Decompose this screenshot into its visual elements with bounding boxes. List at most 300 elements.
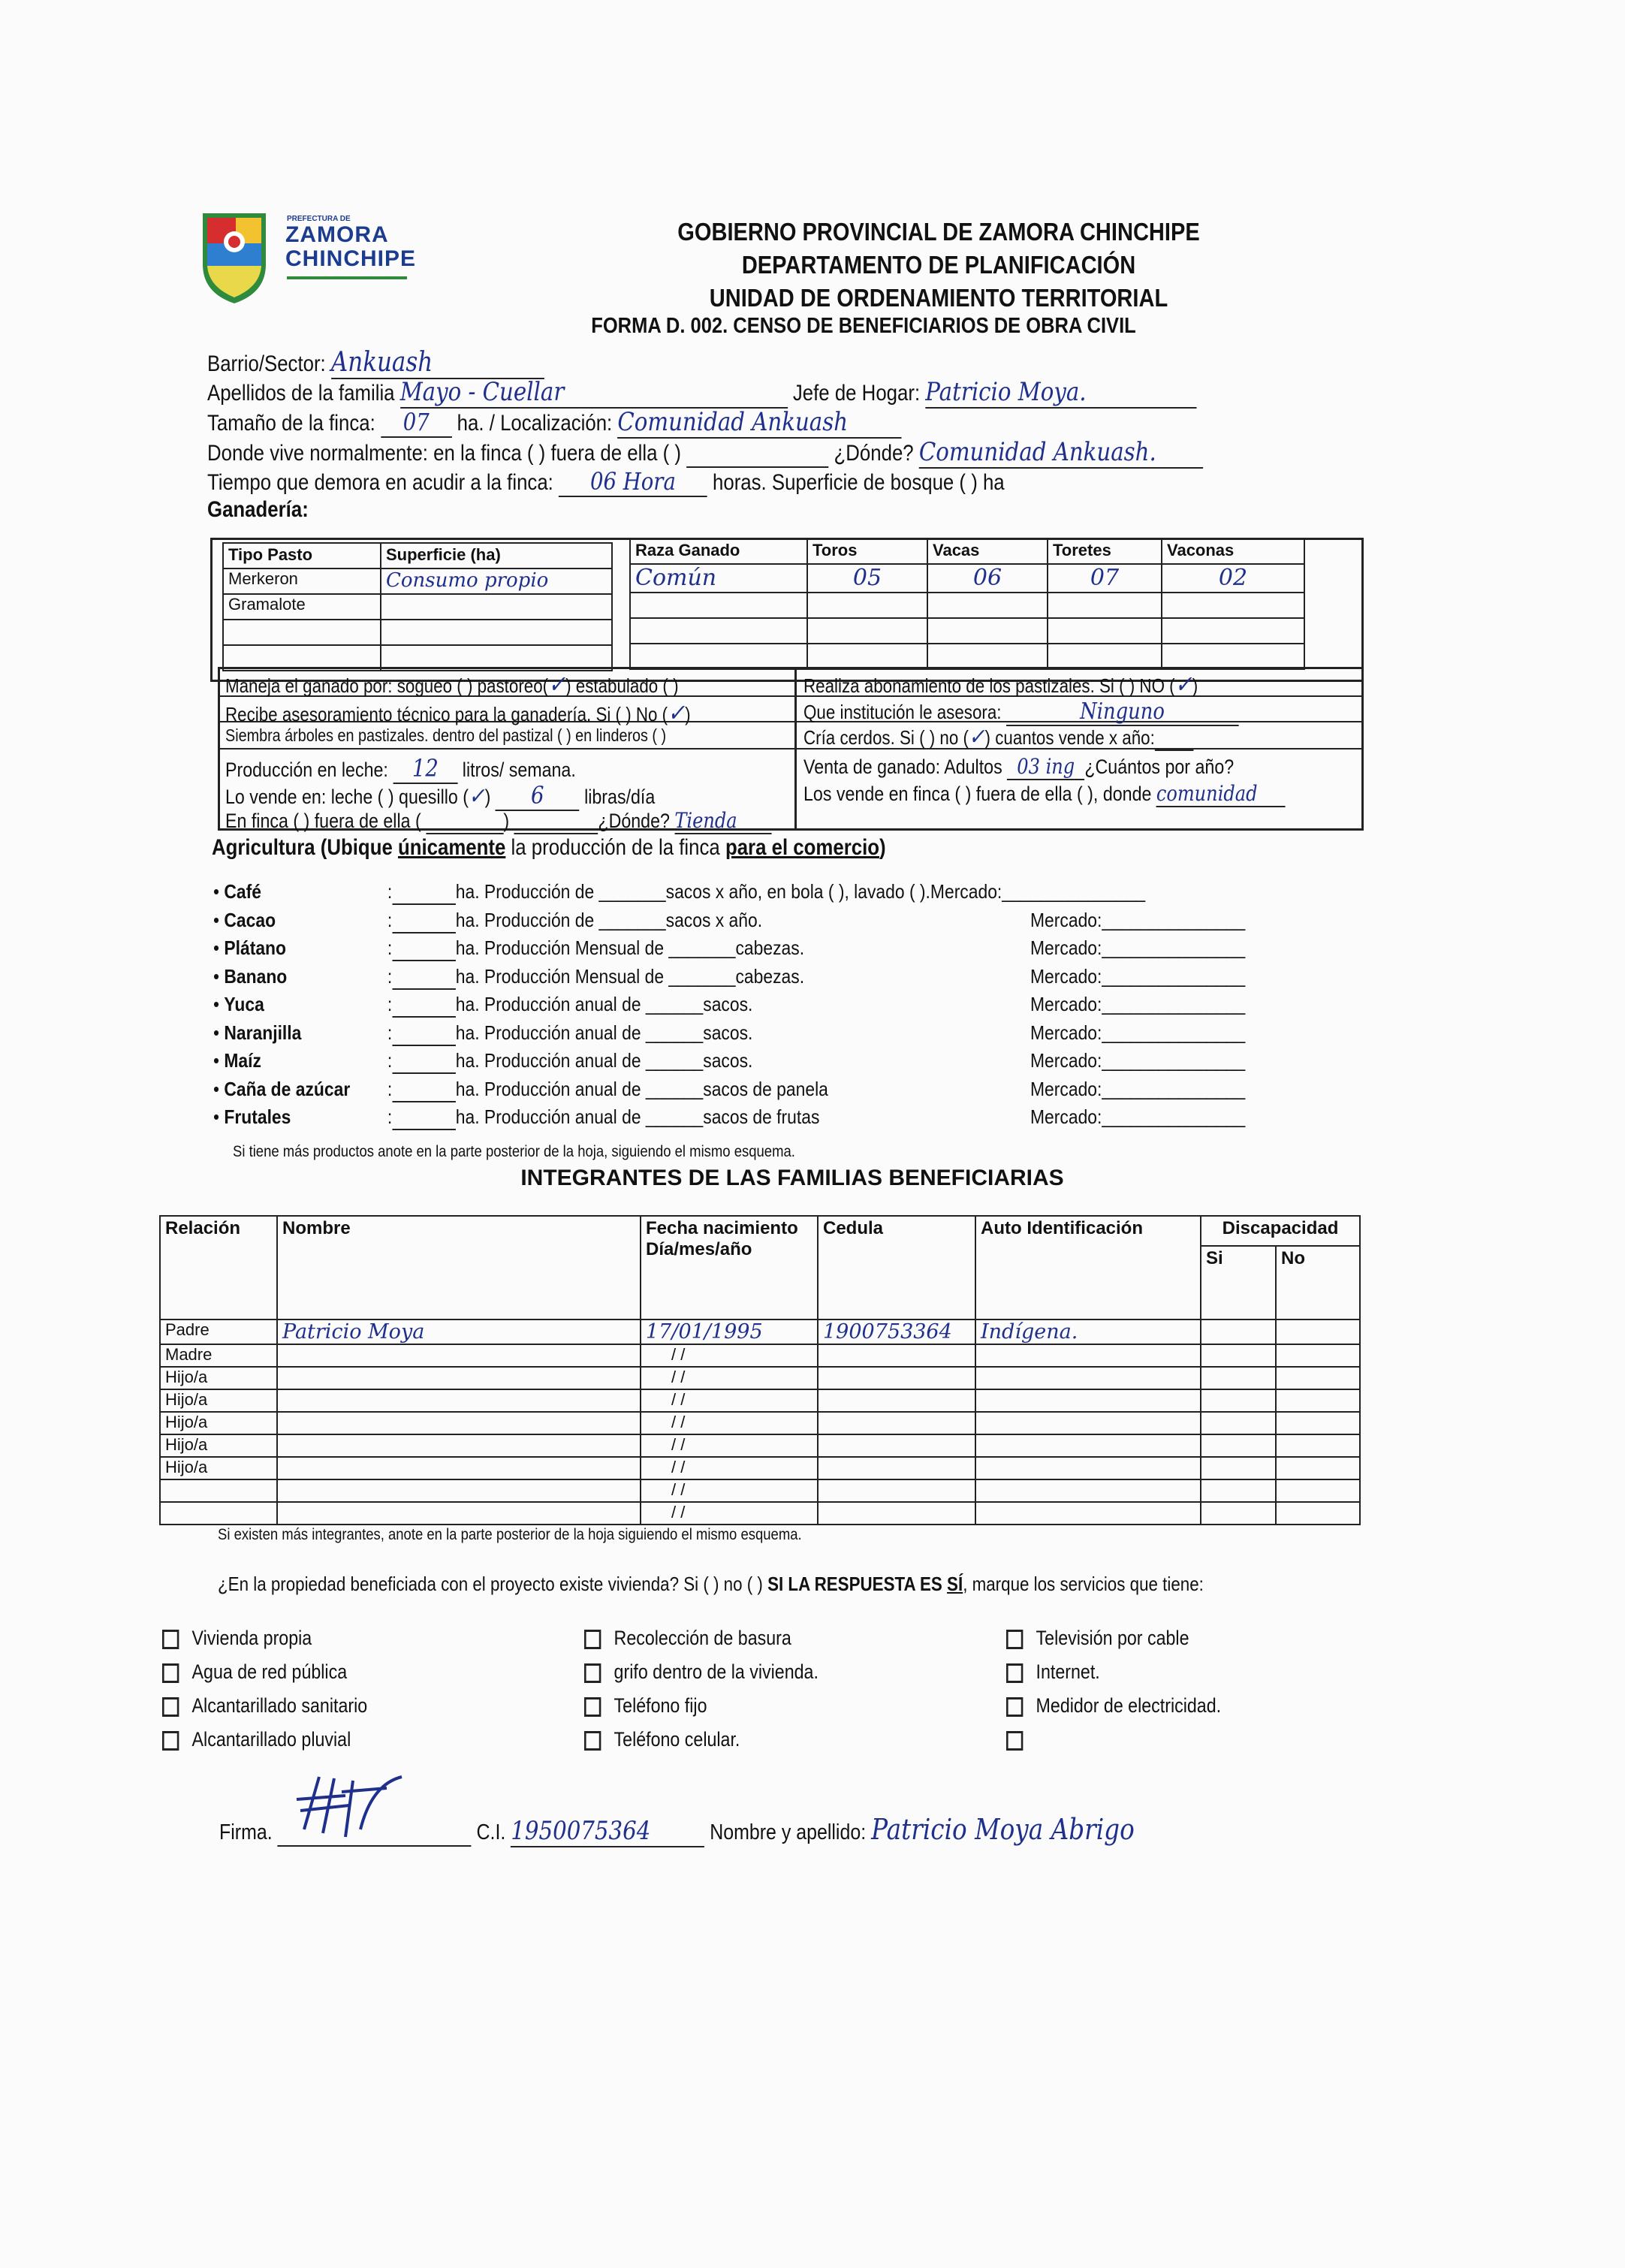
- venta-ganado-value: 03 ing: [1017, 754, 1075, 779]
- crop-name: Plátano: [224, 936, 287, 959]
- ganado-cell: [1048, 618, 1162, 644]
- crop-mercado: Mercado:_______________: [1030, 1077, 1246, 1100]
- abonamiento-check: ✓: [1174, 670, 1192, 698]
- service-option[interactable]: [1006, 1694, 1221, 1718]
- cedula-cell: [818, 1479, 975, 1502]
- apellidos-value: Mayo - Cuellar: [399, 377, 565, 407]
- agricultura-title-unicamente: únicamente: [397, 835, 506, 860]
- ganado-cell: [630, 593, 807, 618]
- discapacidad-si-cell: [1201, 1502, 1276, 1525]
- service-option[interactable]: [584, 1627, 791, 1650]
- abonamiento-close: ): [1192, 674, 1198, 697]
- discapacidad-no-cell: [1276, 1319, 1360, 1344]
- checkbox-icon[interactable]: [162, 1630, 179, 1649]
- cedula-cell: [818, 1434, 975, 1457]
- crop-colon: :: [382, 1021, 393, 1044]
- header-auto: Auto Identificación: [975, 1216, 1201, 1319]
- checkbox-icon[interactable]: [162, 1663, 179, 1683]
- service-label: Televisión por cable: [1036, 1627, 1189, 1649]
- auto-identificacion-cell: [975, 1434, 1201, 1457]
- apellidos-label: Apellidos de la familia: [207, 381, 395, 406]
- crop-colon: :: [382, 880, 393, 903]
- checkbox-icon[interactable]: [584, 1663, 601, 1683]
- en-finca-blank-2: [514, 810, 598, 834]
- cria-check: ✓: [968, 724, 985, 750]
- siembra-text: Siembra árboles en pastizales. dentro del pastizal ( ) en linderos ( ): [225, 725, 667, 745]
- service-option[interactable]: [1006, 1660, 1100, 1684]
- fecha-cell: [641, 1344, 818, 1367]
- discapacidad-si-cell: [1201, 1319, 1276, 1344]
- fecha-cell: [641, 1367, 818, 1389]
- lo-vende-value: 6: [530, 781, 544, 810]
- crop-colon: :: [382, 1077, 393, 1100]
- tiempo-rest: horas. Superficie de bosque ( ) ha: [712, 470, 1005, 495]
- relacion-cell: [160, 1479, 277, 1502]
- discapacidad-no-cell: [1276, 1502, 1360, 1525]
- crop-production-text: ha. Producción anual de ______sacos.: [455, 1021, 753, 1044]
- checkbox-icon[interactable]: [584, 1630, 601, 1649]
- vaconas-value: 02: [1218, 565, 1248, 591]
- produccion-leche-field: [393, 754, 457, 784]
- auto-identificacion-cell: [975, 1502, 1201, 1525]
- service-option[interactable]: [162, 1627, 312, 1650]
- raza-value: Común: [635, 565, 717, 591]
- en-finca-mid: ): [503, 810, 510, 832]
- fecha-cell: [641, 1412, 818, 1434]
- service-label: Recolección de basura: [614, 1627, 791, 1649]
- auto-identificacion-cell: [975, 1457, 1201, 1479]
- agricultura-title: [212, 835, 886, 861]
- crop-colon: :: [382, 1049, 393, 1072]
- ci-label: C.I.: [476, 1820, 506, 1844]
- bullet: •: [213, 1105, 225, 1128]
- table-row: [160, 1344, 1360, 1367]
- tamano-field: [381, 408, 452, 438]
- table-row: [160, 1479, 1360, 1502]
- header-no: No: [1276, 1246, 1360, 1319]
- bullet: •: [213, 1049, 225, 1072]
- los-vende-value: comunidad: [1156, 781, 1258, 806]
- service-option[interactable]: [162, 1660, 347, 1684]
- crop-mercado: Mercado:_______________: [1030, 993, 1246, 1015]
- venta-ganado-label: Venta de ganado: Adultos: [803, 755, 1002, 778]
- checkbox-icon[interactable]: [162, 1731, 179, 1751]
- crop-hectares-field: [392, 1021, 455, 1046]
- barrio-line: [207, 347, 544, 379]
- vivienda-question: [218, 1573, 1204, 1596]
- discapacidad-no-cell: [1276, 1389, 1360, 1412]
- nombre-apellido-value: Patricio Moya Abrigo: [871, 1813, 1135, 1846]
- maneja-text: [225, 670, 679, 698]
- cria-text: [803, 724, 1193, 751]
- auto-identificacion-cell: [975, 1319, 1201, 1344]
- donde-field: [919, 437, 1203, 469]
- agricultura-row: [213, 880, 1145, 905]
- nombre-cell: [277, 1389, 641, 1412]
- service-label: Teléfono celular.: [614, 1728, 740, 1751]
- recibe-label: Recibe asesoramiento técnico para la ganadería. Si ( ) No (: [225, 703, 668, 725]
- form-title: FORMA D. 002. CENSO DE BENEFICIARIOS DE OBRA CIVIL: [591, 314, 1136, 338]
- pasto-header-superficie: Superficie (ha): [381, 543, 612, 569]
- crop-production-text: ha. Producción anual de ______sacos de panela: [455, 1077, 828, 1100]
- fecha-cell: [641, 1319, 818, 1344]
- fecha-cell-value: / /: [671, 1390, 686, 1409]
- relacion-cell: [160, 1412, 277, 1434]
- crop-hectares-field: [392, 909, 455, 933]
- tamano-value: 07: [402, 408, 430, 436]
- institucion-value: Ninguno: [1080, 698, 1165, 725]
- discapacidad-no-cell: [1276, 1367, 1360, 1389]
- fecha-cell-value: / /: [671, 1345, 686, 1364]
- fecha-cell-value: / /: [671, 1458, 686, 1476]
- relacion-cell-value: Padre: [165, 1320, 210, 1339]
- auto-identificacion-cell: [975, 1479, 1201, 1502]
- relacion-cell-value: Madre: [165, 1345, 213, 1364]
- relacion-cell-value: Hijo/a: [165, 1413, 208, 1431]
- ganado-header-raza: Raza Ganado: [630, 538, 807, 564]
- service-label: Alcantarillado pluvial: [191, 1728, 351, 1751]
- ganado-cell: [1162, 564, 1304, 593]
- service-label: Vivienda propia: [191, 1627, 312, 1649]
- institucion-text: [803, 698, 1238, 726]
- logo-underline: [287, 276, 407, 279]
- vivienda-question-bold: SI LA RESPUESTA ES: [767, 1573, 942, 1595]
- relacion-cell: [160, 1367, 277, 1389]
- fecha-cell: [641, 1479, 818, 1502]
- fecha-cell-value: 17/01/1995: [646, 1320, 763, 1344]
- barrio-field: [331, 347, 544, 379]
- service-label: Teléfono fijo: [614, 1694, 707, 1717]
- crop-hectares-field: [392, 880, 455, 905]
- fecha-cell: [641, 1457, 818, 1479]
- crop-mercado: Mercado:_______________: [1030, 908, 1246, 931]
- relacion-cell: [160, 1389, 277, 1412]
- ganado-cell: [630, 644, 807, 669]
- donde-vive-blank: [686, 441, 828, 468]
- table-row: [160, 1319, 1360, 1344]
- donde-vive-label: Donde vive normalmente: en la finca ( ) fuera de ella ( ): [207, 441, 681, 466]
- table-row: [160, 1457, 1360, 1479]
- discapacidad-si-cell: [1201, 1412, 1276, 1434]
- logo-small-text: PREFECTURA DE: [287, 215, 351, 223]
- service-option[interactable]: [584, 1728, 740, 1751]
- integrantes-table: [159, 1215, 1361, 1525]
- relacion-cell: [160, 1457, 277, 1479]
- fecha-cell-value: / /: [671, 1368, 686, 1386]
- bullet: •: [213, 908, 225, 931]
- service-label: Internet.: [1036, 1660, 1100, 1683]
- en-finca-label: En finca ( ) fuera de ella (: [225, 810, 421, 832]
- pasto-header-tipo: Tipo Pasto: [223, 543, 381, 569]
- ganado-cell: [927, 618, 1048, 644]
- table-row: [160, 1367, 1360, 1389]
- los-vende-label: Los vende en finca ( ) fuera de ella ( ), donde: [803, 783, 1152, 805]
- relacion-cell: [160, 1344, 277, 1367]
- tiempo-value: 06 Hora: [589, 467, 676, 496]
- checkbox-icon[interactable]: [162, 1697, 179, 1717]
- service-option[interactable]: [584, 1660, 819, 1684]
- checkbox-icon[interactable]: [1006, 1731, 1023, 1751]
- checkbox-icon[interactable]: [1006, 1697, 1023, 1717]
- header-relacion: Relación: [160, 1216, 277, 1319]
- crop-name: Caña de azúcar: [224, 1077, 351, 1100]
- crop-mercado: Mercado:_______________: [1030, 1105, 1246, 1128]
- pasto-cell: Merkeron: [223, 569, 381, 594]
- crop-hectares-field: [392, 936, 455, 961]
- discapacidad-si-cell: [1201, 1367, 1276, 1389]
- nombre-cell: [277, 1412, 641, 1434]
- discapacidad-no-cell: [1276, 1412, 1360, 1434]
- en-finca-field: [674, 808, 771, 834]
- venta-ganado-field: [1007, 754, 1084, 780]
- agricultura-row: [213, 1078, 828, 1102]
- vivienda-question-si: SÍ: [947, 1573, 963, 1595]
- service-label: grifo dentro de la vivienda.: [614, 1660, 819, 1683]
- cedula-cell: [818, 1502, 975, 1525]
- service-option[interactable]: [1006, 1728, 1036, 1751]
- agricultura-title-mid: la producción de la finca: [505, 835, 725, 860]
- agricultura-row: [213, 1021, 752, 1046]
- crop-colon: :: [382, 964, 393, 988]
- recibe-close: ): [685, 703, 691, 725]
- ganado-cell: [1048, 564, 1162, 593]
- recibe-text: [225, 698, 691, 727]
- maneja-label: Maneja el ganado por: sogueo ( ) pastoreo(: [225, 674, 549, 697]
- crop-production-text: ha. Producción de _______sacos x año.: [455, 908, 763, 931]
- table-row: [160, 1434, 1360, 1457]
- lo-vende-text: [225, 781, 655, 811]
- crop-hectares-field: [392, 993, 455, 1018]
- maneja-check: ✓: [548, 670, 566, 698]
- crop-colon: :: [382, 993, 393, 1015]
- ganado-cell: [807, 618, 927, 644]
- jefe-value: Patricio Moya.: [925, 377, 1087, 407]
- cria-rest: ) cuantos vende x año:: [984, 726, 1155, 749]
- integrantes-title: INTEGRANTES DE LAS FAMILIAS BENEFICIARIAS: [520, 1166, 1064, 1190]
- discapacidad-si-cell: [1201, 1457, 1276, 1479]
- los-vende-field: [1156, 781, 1286, 807]
- agricultura-title-comercio: para el comercio: [725, 835, 880, 860]
- logo-chinchipe-text: CHINCHIPE: [285, 246, 417, 271]
- firma-label: Firma.: [219, 1820, 273, 1844]
- maneja-rest: ) estabulado ( ): [565, 674, 679, 697]
- pasto-cell: [381, 569, 612, 594]
- table-row: [160, 1502, 1360, 1525]
- crop-production-text: ha. Producción anual de ______sacos de frutas: [455, 1105, 820, 1128]
- ganado-cell: [1048, 644, 1162, 669]
- ganado-cell: [630, 564, 807, 593]
- integrantes-note: Si existen más integrantes, anote en la parte posterior de la hoja siguiendo el mismo esquema.: [218, 1526, 802, 1543]
- lo-vende-unit: libras/día: [584, 786, 656, 808]
- apellidos-line: [207, 377, 1197, 409]
- fecha-cell-value: / /: [671, 1503, 686, 1522]
- crop-production-text: ha. Producción anual de ______sacos.: [455, 1049, 753, 1072]
- cedula-cell: [818, 1319, 975, 1344]
- checkbox-icon[interactable]: [1006, 1663, 1023, 1683]
- checkbox-icon[interactable]: [584, 1731, 601, 1751]
- localizacion-field: [617, 407, 901, 439]
- checkbox-icon[interactable]: [584, 1697, 601, 1717]
- ganado-table: [629, 538, 1305, 670]
- crop-name: Cacao: [224, 908, 276, 931]
- vacas-value: 06: [972, 565, 1002, 591]
- crop-mercado: Mercado:_______________: [1030, 964, 1246, 988]
- ganado-cell: [1162, 593, 1304, 618]
- auto-identificacion-cell: [975, 1344, 1201, 1367]
- abonamiento-label: Realiza abonamiento de los pastizales. Si ( ) NO (: [803, 674, 1175, 697]
- nombre-cell: [277, 1434, 641, 1457]
- relacion-cell: [160, 1434, 277, 1457]
- fecha-cell: [641, 1502, 818, 1525]
- bullet: •: [213, 1077, 225, 1100]
- cedula-cell: [818, 1457, 975, 1479]
- pasto-cell: Gramalote: [223, 594, 381, 620]
- abonamiento-text: [803, 670, 1198, 698]
- agricultura-row: [213, 909, 762, 933]
- header-cedula: Cedula: [818, 1216, 975, 1319]
- agricultura-row: [213, 936, 804, 961]
- ganado-header-toretes: Toretes: [1048, 538, 1162, 564]
- ganaderia-label: Ganadería:: [207, 497, 309, 522]
- crop-name: Banano: [224, 964, 288, 988]
- produccion-leche-unit: litros/ semana.: [462, 759, 576, 781]
- institucion-field: [1006, 698, 1239, 726]
- nombre-cell: [277, 1367, 641, 1389]
- fecha-cell: [641, 1389, 818, 1412]
- nombre-cell: [277, 1479, 641, 1502]
- lo-vende-field: [496, 781, 580, 811]
- discapacidad-si-cell: [1201, 1479, 1276, 1502]
- crop-production-text: ha. Producción de _______sacos x año, en bola ( ), lavado ( ).Mercado:_______________: [455, 880, 1146, 903]
- fecha-cell-value: / /: [671, 1413, 686, 1431]
- crop-hectares-field: [392, 1078, 455, 1102]
- discapacidad-no-cell: [1276, 1479, 1360, 1502]
- service-label: Alcantarillado sanitario: [191, 1694, 368, 1717]
- ganado-header-vaconas: Vaconas: [1162, 538, 1304, 564]
- header-line-1: GOBIERNO PROVINCIAL DE ZAMORA CHINCHIPE: [677, 218, 1200, 246]
- service-label: Medidor de electricidad.: [1036, 1694, 1222, 1717]
- crop-production-text: ha. Producción Mensual de _______cabezas.: [455, 936, 805, 959]
- ganado-cell: [1162, 618, 1304, 644]
- donde-vive-line: [207, 437, 1203, 469]
- pasto-superficie-value: Consumo propio: [386, 569, 549, 592]
- fecha-cell-value: / /: [671, 1435, 686, 1454]
- los-vende-text: [803, 781, 1286, 807]
- header-discapacidad: Discapacidad: [1201, 1216, 1360, 1246]
- agricultura-row: [213, 1049, 752, 1074]
- crop-name: Naranjilla: [224, 1021, 302, 1044]
- ganado-cell: [927, 564, 1048, 593]
- service-label: Agua de red pública: [191, 1660, 348, 1683]
- signature-scribble: [289, 1769, 417, 1844]
- ganado-header-toros: Toros: [807, 538, 927, 564]
- relacion-cell: [160, 1502, 277, 1525]
- logo-zamora-text: ZAMORA: [285, 222, 389, 247]
- relacion-cell-value: Hijo/a: [165, 1368, 208, 1386]
- cedula-cell-value: 1900753364: [823, 1320, 952, 1344]
- header-si: Si: [1201, 1246, 1276, 1319]
- header-fecha: Fecha nacimiento Día/mes/año: [641, 1216, 818, 1319]
- tamano-label: Tamaño de la finca:: [207, 411, 375, 436]
- header-line-2: DEPARTAMENTO DE PLANIFICACIÓN: [741, 251, 1136, 279]
- lo-vende-close: ): [484, 786, 491, 808]
- en-finca-blank: [426, 810, 503, 834]
- bullet: •: [213, 1021, 225, 1044]
- ganado-header-vacas: Vacas: [927, 538, 1048, 564]
- jefe-label: Jefe de Hogar:: [792, 381, 921, 406]
- agricultura-title-pre: Agricultura (Ubique: [212, 835, 398, 860]
- nombre-cell-value: Patricio Moya: [282, 1320, 425, 1344]
- tiempo-line: [207, 467, 1005, 497]
- crop-production-text: ha. Producción anual de ______sacos.: [455, 993, 753, 1015]
- pasto-cell: [223, 620, 381, 645]
- institucion-label: Que institución le asesora:: [803, 701, 1002, 723]
- relacion-cell: [160, 1319, 277, 1344]
- tiempo-label: Tiempo que demora en acudir a la finca:: [207, 470, 553, 495]
- produccion-leche-text: [225, 754, 576, 784]
- crop-hectares-field: [392, 965, 455, 990]
- crop-name: Café: [224, 880, 261, 903]
- jefe-field: [925, 377, 1196, 409]
- barrio-value: Ankuash: [330, 347, 433, 378]
- ganado-cell: [807, 564, 927, 593]
- auto-identificacion-cell-value: Indígena.: [981, 1320, 1078, 1344]
- ci-field: [511, 1816, 704, 1847]
- crop-colon: :: [382, 908, 393, 931]
- service-option[interactable]: [1006, 1627, 1189, 1650]
- localizacion-value: Comunidad Ankuash: [617, 407, 849, 437]
- discapacidad-si-cell: [1201, 1344, 1276, 1367]
- discapacidad-no-cell: [1276, 1457, 1360, 1479]
- toretes-value: 07: [1090, 565, 1120, 591]
- ci-value: 1950075364: [511, 1816, 651, 1846]
- crop-mercado: Mercado:_______________: [1030, 1049, 1246, 1072]
- crop-mercado: Mercado:_______________: [1030, 1021, 1246, 1044]
- nombre-cell: [277, 1502, 641, 1525]
- table-row: [160, 1389, 1360, 1412]
- apellidos-field: [400, 377, 788, 409]
- service-option[interactable]: [162, 1694, 367, 1718]
- service-option[interactable]: [584, 1694, 707, 1718]
- checkbox-icon[interactable]: [1006, 1630, 1023, 1649]
- agricultura-title-end: ): [879, 835, 886, 860]
- lo-vende-check: ✓: [468, 783, 485, 810]
- venta-ganado-text: [803, 754, 1234, 780]
- nombre-cell: [277, 1457, 641, 1479]
- header-nombre: Nombre: [277, 1216, 641, 1319]
- crop-colon: :: [382, 936, 393, 959]
- cria-label: Cría cerdos. Si ( ) no (: [803, 726, 969, 749]
- auto-identificacion-cell: [975, 1367, 1201, 1389]
- crop-name: Maíz: [224, 1049, 261, 1072]
- donde-question: ¿Dónde?: [834, 441, 914, 466]
- agricultura-row: [213, 993, 752, 1018]
- crop-hectares-field: [392, 1105, 455, 1130]
- service-option[interactable]: [162, 1728, 351, 1751]
- ganado-cell: [630, 618, 807, 644]
- tiempo-field: [559, 467, 707, 497]
- lo-vende-label: Lo vende en: leche ( ) quesillo (: [225, 786, 469, 808]
- ganado-cell: [807, 644, 927, 669]
- relacion-cell-value: Hijo/a: [165, 1435, 208, 1454]
- nombre-apellido-label: Nombre y apellido:: [710, 1820, 867, 1844]
- en-finca-donde-label: ¿Dónde?: [598, 810, 670, 832]
- crop-hectares-field: [392, 1049, 455, 1074]
- auto-identificacion-cell: [975, 1389, 1201, 1412]
- bullet: •: [213, 880, 225, 903]
- crop-colon: :: [382, 1105, 393, 1128]
- auto-identificacion-cell: [975, 1412, 1201, 1434]
